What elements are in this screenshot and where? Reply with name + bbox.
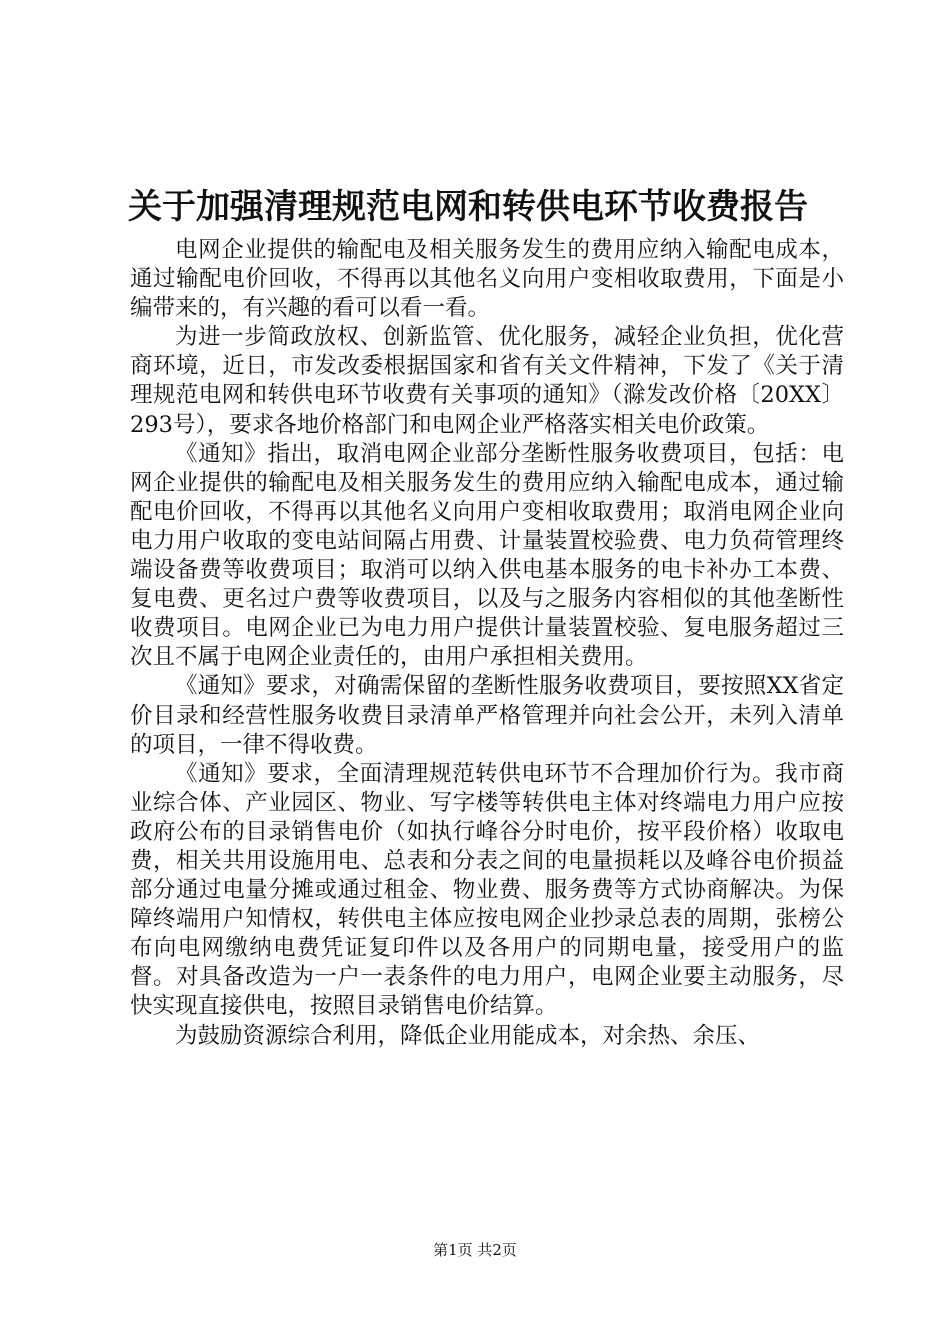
- paragraph-3: 《通知》指出，取消电网企业部分垄断性服务收费项目，包括：电网企业提供的输配电及相关服务发生的费用应纳入输配电成本，通过输配电价回收，不得再以其他名义向用户变相收取费用；取消电网企业向电力用户收取的变电站间隔占用费、计量装置校验费、电力负荷管理终端设备费等收费项目；取消可以纳入供电基本服务的电卡补办工本费、复电费、更名过户费等收费项目，以及与之服务内容相似的其他垄断性收费项目。电网企业已为电力用户提供计量装置校验、复电服务超过三次且不属于电网企业责任的，由用户承担相关费用。: [130, 440, 844, 671]
- paragraph-1: 电网企业提供的输配电及相关服务发生的费用应纳入输配电成本，通过输配电价回收，不得再以其他名义向用户变相收取费用，下面是小编带来的，有兴趣的看可以看一看。: [130, 237, 844, 322]
- paragraph-4: 《通知》要求，对确需保留的垄断性服务收费项目，要按照XX省定价目录和经营性服务收费目录清单严格管理并向社会公开，未列入清单的项目，一律不得收费。: [130, 673, 844, 758]
- paragraph-6: 为鼓励资源综合利用，降低企业用能成本，对余热、余压、: [175, 1022, 761, 1049]
- page-footer: 第1页 共2页: [433, 1241, 517, 1259]
- document-title: 关于加强清理规范电网和转供电环节收费报告: [128, 187, 808, 227]
- paragraph-5: 《通知》要求，全面清理规范转供电环节不合理加价行为。我市商业综合体、产业园区、物业、写字楼等转供电主体对终端电力用户应按政府公布的目录销售电价（如执行峰谷分时电价，按平段价格）收取电费，相关共用设施用电、总表和分表之间的电量损耗以及峰谷电价损益部分通过电量分摊或通过租金、物业费、服务费等方式协商解决。为保障终端用户知情权，转供电主体应按电网企业抄录总表的周期，张榜公布向电网缴纳电费凭证复印件以及各用户的同期电量，接受用户的监督。对具备改造为一户一表条件的电力用户，电网企业要主动服务，尽快实现直接供电，按照目录销售电价结算。: [130, 760, 844, 1020]
- document-body: [130, 236, 844, 1051]
- paragraph-2: 为进一步简政放权、创新监管、优化服务，减轻企业负担，优化营商环境，近日，市发改委根据国家和省有关文件精神，下发了《关于清理规范电网和转供电环节收费有关事项的通知》（滁发改价格〔20XX〕293号），要求各地价格部门和电网企业严格落实相关电价政策。: [130, 324, 844, 438]
